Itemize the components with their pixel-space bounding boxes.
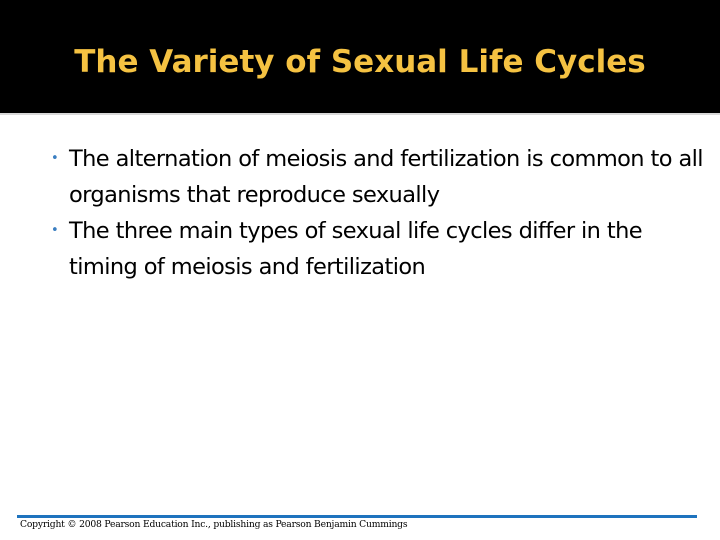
bullet-text: The three main types of sexual life cycles differ in the timing of meiosis and fertilization (69, 218, 643, 280)
bullet-item (0, 141, 709, 213)
slide-title: The Variety of Sexual Life Cycles (74, 44, 646, 80)
title-bar (0, 0, 720, 113)
copyright-footer: Copyright © 2008 Pearson Education Inc., publishing as Pearson Benjamin Cummings (20, 519, 408, 530)
bullet-marker-icon: • (51, 151, 59, 166)
bullet-text: The alternation of meiosis and fertilization is common to all organisms that reproduce sexually (69, 146, 703, 208)
title-divider (0, 113, 720, 115)
bullet-item (0, 213, 709, 285)
bullet-marker-icon: • (51, 223, 59, 238)
bullet-list (0, 141, 720, 285)
